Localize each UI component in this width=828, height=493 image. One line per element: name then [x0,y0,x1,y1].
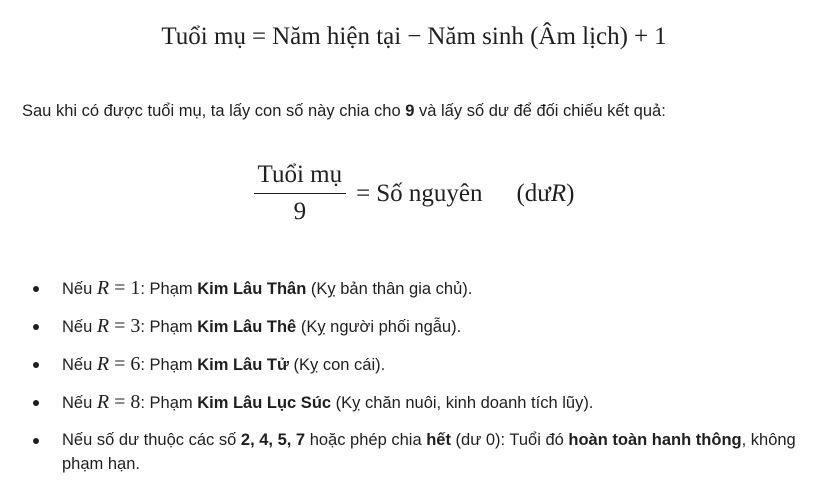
bullet-icon [33,362,39,368]
list-item: Nếu R = 8: Phạm Kim Lâu Lục Súc (Kỵ chăn nuôi, kinh doanh tích lũy). [0,390,828,428]
intro-divisor: 9 [405,102,415,120]
fraction [254,160,347,227]
formula-term-birth-year: Năm sinh (Âm lịch) [427,23,628,50]
formula-remainder-open: (dư [516,179,551,207]
formula-division [0,160,828,227]
minus-sign: − [407,23,422,50]
intro-text-after: và lấy số dư để đối chiếu kết quả: [414,102,666,120]
intro-paragraph [22,99,666,123]
formula-lhs: Tuổi mụ [161,23,246,50]
intro-text-before: Sau khi có được tuổi mụ, ta lấy con số này chia cho [22,102,406,120]
formula-term-current-year: Năm hiện tại [272,23,402,50]
list-item: Nếu R = 1: Phạm Kim Lâu Thân (Kỵ bản thân gia chủ). [0,276,828,314]
equals-sign: = [251,23,267,50]
math-expression: R = 6 [96,353,141,375]
divisible-word: hết [426,431,451,449]
formula-remainder-close: ) [566,179,575,207]
formula-tuoi-mu [0,20,828,54]
formula-remainder-var: R [550,179,567,207]
condition-list [0,276,828,476]
kim-lau-name: Kim Lâu Lục Súc [197,394,332,412]
bullet-icon [33,286,39,292]
kim-lau-name: Kim Lâu Thê [197,318,297,336]
kim-lau-name: Kim Lâu Tử [197,356,289,374]
bullet-icon [33,324,39,330]
fraction-denominator: 9 [293,198,307,225]
list-item: Nếu R = 6: Phạm Kim Lâu Tử (Kỵ con cái). [0,352,828,390]
bullet-icon [33,400,39,406]
formula-constant: 1 [654,23,667,50]
list-item: Nếu số dư thuộc các số 2, 4, 5, 7 hoặc phép chia hết (dư 0): Tuổi đó hoàn toàn hanh thông, không phạm hạn. [0,428,828,476]
safe-result: hoàn toàn hanh thông [568,431,742,449]
kim-lau-name: Kim Lâu Thân [197,280,307,298]
math-expression: R = 1 [96,277,141,299]
fraction-numerator: Tuổi mụ [254,160,347,194]
math-expression: R = 3 [96,315,141,337]
list-item: Nếu R = 3: Phạm Kim Lâu Thê (Kỵ người phối ngẫu). [0,314,828,352]
math-expression: R = 8 [96,391,141,413]
safe-numbers: 2, 4, 5, 7 [240,431,306,449]
plus-sign: + [633,23,649,50]
formula-result: Số nguyên [376,179,483,207]
equals-sign: = [356,179,371,207]
bullet-icon [33,438,39,444]
